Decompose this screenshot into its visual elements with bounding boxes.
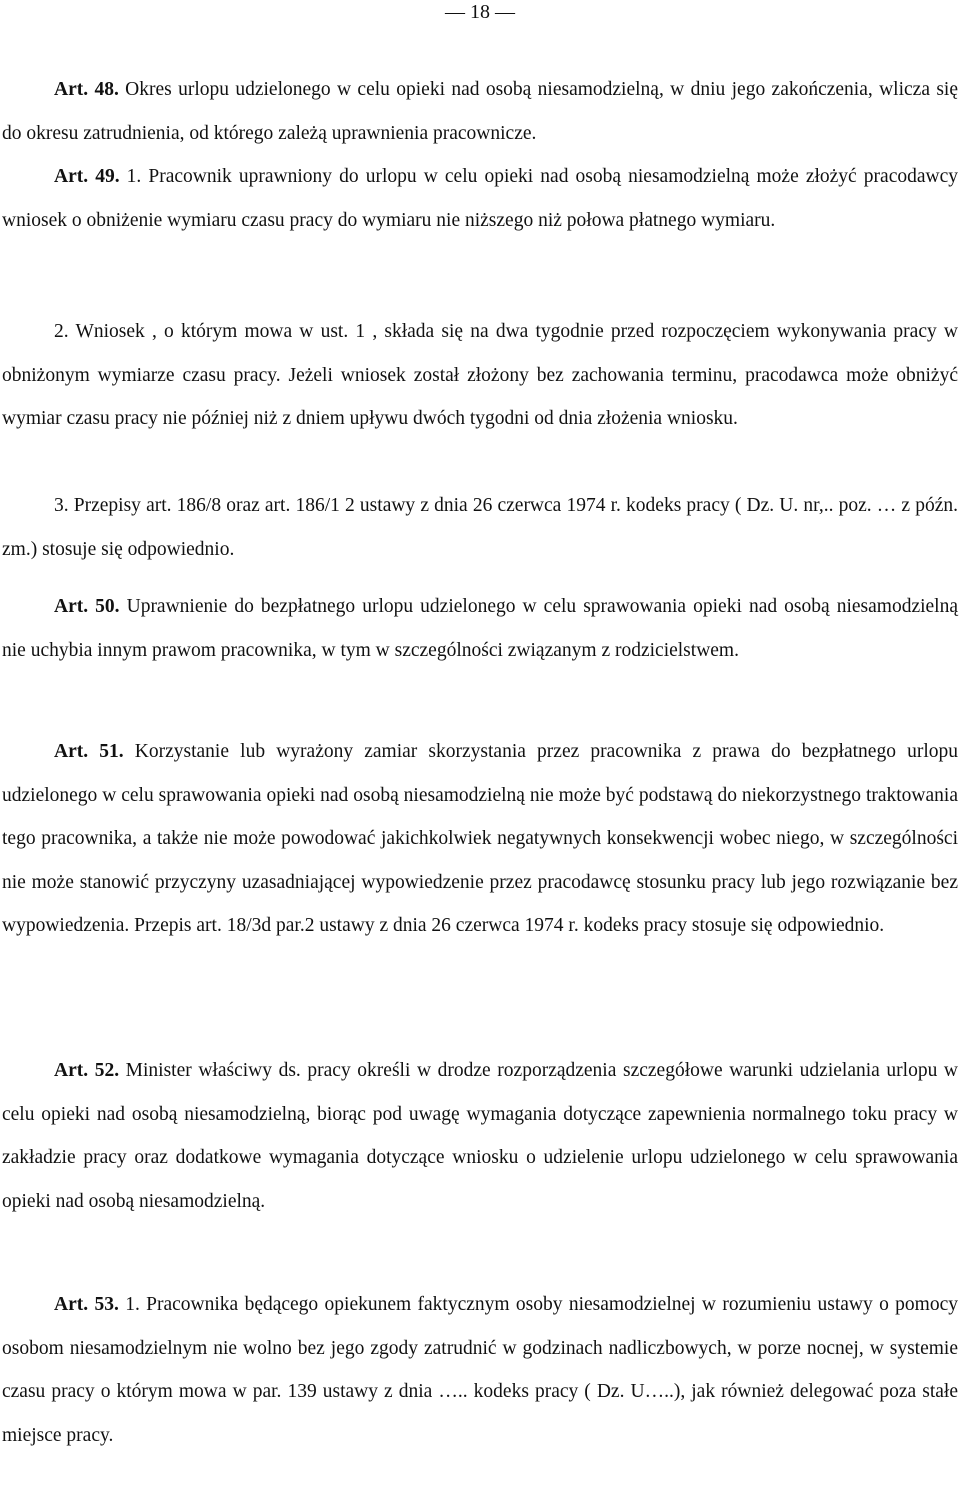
article-label: Art. 53.: [54, 1294, 119, 1315]
article-label: Art. 50.: [54, 596, 120, 617]
article-label: Art. 51.: [54, 741, 124, 762]
article-text: 1. Pracownika będącego opiekunem faktycznym osoby niesamodzielnej w rozumieniu ustawy o pomocy osobom niesamodzielnym nie wolno bez jego zgody zatrudnić w godzinach nadliczbowych, w porze nocnej, w systemie czasu pracy o którym mowa w par. 139 ustawy z dnia ….. kodeks pracy ( Dz. U…..), jak również delegować poza stałe miejsce pracy.: [2, 1294, 958, 1446]
article-51: [2, 730, 958, 948]
article-label: Art. 49.: [54, 166, 120, 187]
article-text: Korzystanie lub wyrażony zamiar skorzystania przez pracownika z prawa do bezpłatnego urlopu udzielonego w celu sprawowania opieki nad osobą niesamodzielną nie może być podstawą do niekorzystnego traktowania tego pracownika, a także nie może powodować jakichkolwiek negatywnych konsekwencji wobec niego, w szczególności nie może stanowić przyczyny uzasadniającej wypowiedzenie przez pracodawcę stosunku pracy lub jego rozwiązanie bez wypowiedzenia. Przepis art. 18/3d par.2 ustawy z dnia 26 czerwca 1974 r. kodeks pracy stosuje się odpowiednio.: [2, 741, 958, 937]
article-text: Okres urlopu udzielonego w celu opieki nad osobą niesamodzielną, w dniu jego zakończenia, wlicza się do okresu zatrudnienia, od którego zależą uprawnienia pracownicze.: [2, 79, 958, 144]
article-53: [2, 1283, 958, 1457]
article-52: [2, 1049, 958, 1223]
article-49-section-2: [2, 310, 958, 441]
article-50: [2, 585, 958, 672]
article-text: 2. Wniosek , o którym mowa w ust. 1 , składa się na dwa tygodnie przed rozpoczęciem wykonywania pracy w obniżonym wymiarze czasu pracy. Jeżeli wniosek został złożony bez zachowania terminu, pracodawca może obniżyć wymiar czasu pracy nie później niż z dniem upływu dwóch tygodni od dnia złożenia wniosku.: [2, 321, 958, 430]
article-49-section-1: [2, 155, 958, 242]
article-text: 1. Pracownik uprawniony do urlopu w celu opieki nad osobą niesamodzielną może złożyć pracodawcy wniosek o obniżenie wymiaru czasu pracy do wymiaru nie niższego niż połowa płatnego wymiaru.: [2, 166, 959, 231]
article-text: Minister właściwy ds. pracy określi w drodze rozporządzenia szczegółowe warunki udzielania urlopu w celu opieki nad osobą niesamodzielną, biorąc pod uwagę wymagania dotyczące zapewnienia normalnego toku pracy w zakładzie pracy oraz dodatkowe wymagania dotyczące wniosku o udzielenie urlopu udzielonego w celu sprawowania opieki nad osobą niesamodzielną.: [2, 1060, 958, 1212]
page-number: — 18 —: [445, 1, 515, 23]
article-48: [2, 68, 958, 155]
article-49-section-3: [2, 484, 958, 571]
article-label: Art. 48.: [54, 79, 119, 100]
article-text: 3. Przepisy art. 186/8 oraz art. 186/1 2 ustawy z dnia 26 czerwca 1974 r. kodeks pracy ( Dz. U. nr,.. poz. … z późn. zm.) stosuje się odpowiednio.: [2, 495, 958, 560]
article-label: Art. 52.: [54, 1060, 120, 1081]
article-text: Uprawnienie do bezpłatnego urlopu udzielonego w celu sprawowania opieki nad osobą niesamodzielną nie uchybia innym prawom pracownika, w tym w szczególności związanym z rodzicielstwem.: [2, 596, 958, 661]
